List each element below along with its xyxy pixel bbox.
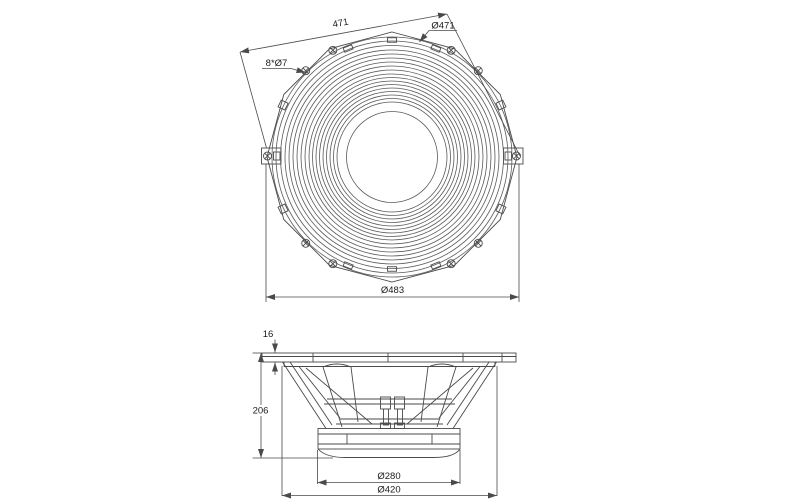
dim-label-total-depth: 206: [252, 405, 269, 417]
dim-label-bolt-circle: Ø471: [431, 20, 455, 32]
cone-ring: [297, 62, 487, 252]
basket-spokes: [323, 364, 456, 427]
dim-flange-thickness: [263, 329, 275, 375]
dim-total-depth: [248, 353, 333, 458]
dim-label-bolt-span: 471: [331, 16, 350, 31]
cone-ring: [285, 50, 499, 264]
dim-bolt-circle: [420, 21, 458, 43]
cone-ring: [347, 112, 438, 203]
dim-magnet-diameter: [318, 450, 461, 484]
dim-label-magnet-diameter: Ø280: [377, 471, 401, 482]
dim-label-overall-diameter: Ø483: [380, 285, 405, 296]
dim-label-mounting-holes: 8*Ø7: [265, 58, 288, 69]
cone-ring: [334, 99, 451, 216]
cone-ring: [301, 66, 483, 248]
magnet-assembly: [318, 429, 460, 458]
cone-ring: [316, 81, 468, 233]
cone-ring: [281, 46, 504, 269]
cone-ring: [337, 102, 447, 212]
dim-label-flange-thickness: 16: [262, 329, 274, 340]
flange: [262, 353, 516, 362]
cone-ring: [323, 88, 461, 226]
dim-label-basket-diameter: Ø420: [377, 484, 401, 496]
front-view: [240, 14, 523, 302]
dim-mounting-holes: [262, 58, 306, 73]
vent-slot: [388, 267, 397, 272]
cone-and-surround-rings: [264, 37, 521, 277]
cone-ring: [276, 41, 508, 273]
cone-ring: [330, 95, 454, 219]
cone-ring: [305, 70, 479, 244]
basket-frame: [283, 362, 497, 429]
side-view: [248, 329, 516, 496]
cone-ring: [320, 85, 465, 230]
vent-slot: [388, 38, 397, 43]
cone-ring: [313, 78, 472, 237]
